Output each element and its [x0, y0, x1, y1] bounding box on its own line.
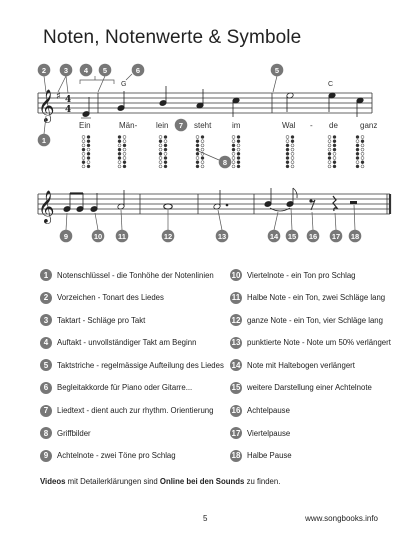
finger-hole — [232, 136, 235, 139]
finger-hole — [118, 152, 121, 155]
finger-hole — [196, 144, 199, 147]
finger-hole — [237, 152, 240, 155]
finger-hole — [196, 165, 199, 168]
finger-hole — [291, 140, 294, 143]
finger-hole — [286, 144, 289, 147]
fingering-diagram — [286, 136, 294, 168]
lyric-syllable: im — [232, 121, 241, 130]
finger-hole — [333, 165, 336, 168]
finger-hole — [159, 148, 162, 151]
finger-hole — [361, 165, 364, 168]
finger-hole — [356, 148, 359, 151]
finger-hole — [196, 152, 199, 155]
finger-hole — [237, 136, 240, 139]
svg-text:18: 18 — [350, 231, 360, 241]
finger-hole — [232, 165, 235, 168]
marker-13 — [216, 230, 229, 243]
finger-hole — [232, 140, 235, 143]
marker-5-b — [271, 64, 284, 77]
legend-number-badge: 2 — [40, 292, 52, 304]
lyric-syllable: lein — [156, 121, 169, 130]
music-notation-diagram — [0, 0, 416, 260]
legend-item — [230, 401, 400, 421]
legend-item — [40, 401, 220, 421]
marker-3 — [60, 64, 73, 77]
finger-hole — [237, 165, 240, 168]
legend-item — [40, 288, 220, 308]
svg-text:5: 5 — [274, 65, 280, 75]
finger-hole — [361, 152, 364, 155]
finger-hole — [87, 157, 90, 160]
legend-number-badge: 9 — [40, 450, 52, 462]
legend-number-badge: 11 — [231, 293, 241, 303]
finger-hole — [87, 140, 90, 143]
finger-hole — [123, 152, 126, 155]
finger-hole — [232, 148, 235, 151]
svg-text:8: 8 — [222, 157, 228, 167]
marker-6 — [132, 64, 145, 77]
legend-item — [40, 310, 220, 330]
footer-note-end: zu finden. — [244, 477, 281, 486]
finger-hole — [291, 136, 294, 139]
finger-hole — [118, 148, 121, 151]
svg-text:6: 6 — [135, 65, 141, 75]
finger-hole — [164, 144, 167, 147]
website-url: www.songbooks.info — [305, 514, 378, 523]
finger-hole — [159, 136, 162, 139]
finger-hole — [123, 140, 126, 143]
svg-text:14: 14 — [269, 231, 279, 241]
legend-column-right — [230, 265, 400, 468]
finger-hole — [164, 165, 167, 168]
legend-item — [40, 333, 220, 353]
lyric-syllable: steht — [194, 121, 212, 130]
finger-hole — [87, 152, 90, 155]
finger-hole — [361, 140, 364, 143]
finger-hole — [286, 161, 289, 164]
marker-7 — [175, 119, 188, 132]
finger-hole — [123, 165, 126, 168]
finger-hole — [237, 161, 240, 164]
finger-hole — [118, 161, 121, 164]
marker-5 — [99, 64, 112, 77]
legend-number-badge: 1 — [40, 269, 52, 281]
legend-item — [230, 355, 400, 375]
finger-hole — [232, 157, 235, 160]
legend-text: Achtelnote - zwei Töne pro Schlag — [57, 451, 176, 461]
svg-text:17: 17 — [331, 231, 341, 241]
svg-text:2: 2 — [41, 65, 47, 75]
legend-item — [40, 378, 220, 398]
finger-hole — [333, 161, 336, 164]
legend-number-badge: 18 — [231, 451, 241, 461]
finger-hole — [333, 152, 336, 155]
marker-18 — [349, 230, 362, 243]
legend-number-badge: 6 — [40, 382, 52, 394]
finger-hole — [82, 152, 85, 155]
legend-number-badge: 13 — [231, 338, 241, 348]
footer-note-videos: Videos — [40, 477, 66, 486]
legend-text: Halbe Pause — [247, 451, 292, 461]
finger-hole — [196, 140, 199, 143]
chord-label-c: C — [328, 81, 334, 88]
finger-hole — [237, 140, 240, 143]
finger-hole — [87, 161, 90, 164]
finger-hole — [196, 136, 199, 139]
time-signature-top: 4 — [65, 95, 72, 105]
lyric-syllable: - — [310, 121, 313, 130]
legend-text: Vorzeichen - Tonart des Liedes — [57, 293, 164, 303]
footer-note — [40, 477, 280, 486]
marker-12 — [162, 230, 175, 243]
footer-note-online: Online bei den Sounds — [159, 477, 245, 486]
marker-8 — [219, 156, 232, 169]
footer-note-middle: mit Detailerklärungen sind — [65, 477, 160, 486]
svg-text:9: 9 — [63, 231, 69, 241]
legend-number-badge: 16 — [231, 406, 241, 416]
finger-hole — [333, 140, 336, 143]
finger-hole — [123, 157, 126, 160]
finger-hole — [82, 157, 85, 160]
treble-clef-1: 𝄞 — [38, 89, 55, 122]
finger-hole — [333, 157, 336, 160]
staff-2-lines — [38, 194, 390, 214]
svg-text:13: 13 — [217, 231, 227, 241]
svg-text:1: 1 — [41, 135, 47, 145]
finger-hole — [333, 144, 336, 147]
marker-16 — [307, 230, 320, 243]
finger-hole — [118, 144, 121, 147]
finger-hole — [328, 136, 331, 139]
lyric-syllable: ganz — [360, 121, 378, 130]
legend-item — [40, 265, 220, 285]
finger-hole — [286, 148, 289, 151]
finger-hole — [196, 161, 199, 164]
finger-hole — [118, 140, 121, 143]
finger-hole — [87, 136, 90, 139]
legend-item — [230, 333, 400, 353]
finger-hole — [82, 140, 85, 143]
finger-hole — [286, 157, 289, 160]
legend-text: Viertelpause — [247, 428, 291, 438]
staff-2-markers — [60, 230, 362, 243]
legend-text: punktierte Note - Note um 50% verlängert — [247, 338, 391, 348]
marker-11 — [116, 230, 129, 243]
marker-14 — [268, 230, 281, 243]
legend-text: Taktart - Schläge pro Takt — [57, 315, 146, 325]
legend-column-left — [40, 265, 224, 468]
finger-hole — [356, 161, 359, 164]
lyrics-line — [79, 121, 377, 130]
legend-text: Begleitakkorde für Piano oder Gitarre... — [57, 383, 193, 393]
finger-hole — [201, 161, 204, 164]
finger-hole — [291, 144, 294, 147]
staff-1-lines — [38, 93, 372, 113]
legend-text: Taktstriche - regelmässige Aufteilung des Liedes — [57, 360, 224, 370]
lyric-syllable: Wal — [282, 121, 296, 130]
legend-item — [230, 378, 400, 398]
finger-hole — [237, 157, 240, 160]
legend-item — [230, 423, 400, 443]
key-signature-sharp: ♯ — [56, 91, 61, 102]
finger-hole — [201, 148, 204, 151]
svg-text:10: 10 — [93, 231, 103, 241]
finger-hole — [328, 152, 331, 155]
finger-hole — [159, 165, 162, 168]
finger-hole — [164, 157, 167, 160]
marker-10 — [92, 230, 105, 243]
finger-hole — [356, 136, 359, 139]
finger-hole — [196, 157, 199, 160]
marker-15 — [286, 230, 299, 243]
legend-text: Viertelnote - ein Ton pro Schlag — [247, 270, 356, 280]
finger-hole — [164, 140, 167, 143]
finger-hole — [87, 165, 90, 168]
finger-hole — [123, 148, 126, 151]
marker-1 — [38, 134, 51, 147]
legend-item — [230, 446, 400, 466]
legend-number-badge: 7 — [40, 405, 52, 417]
legend-item — [40, 355, 224, 375]
finger-hole — [328, 161, 331, 164]
finger-hole — [159, 140, 162, 143]
svg-text:4: 4 — [83, 65, 89, 75]
legend-number-badge: 8 — [40, 427, 52, 439]
svg-text:3: 3 — [63, 65, 69, 75]
finger-hole — [118, 165, 121, 168]
finger-hole — [333, 136, 336, 139]
lyric-syllable: Ein — [79, 121, 91, 130]
legend-number-badge: 3 — [40, 314, 52, 326]
finger-hole — [356, 165, 359, 168]
chord-label-g: G — [121, 81, 127, 88]
finger-hole — [164, 148, 167, 151]
finger-hole — [87, 148, 90, 151]
lyric-syllable: Män- — [119, 121, 138, 130]
page-number: 5 — [203, 514, 208, 523]
finger-hole — [328, 140, 331, 143]
finger-hole — [123, 144, 126, 147]
finger-hole — [87, 144, 90, 147]
fingering-diagram — [232, 136, 240, 168]
finger-hole — [232, 152, 235, 155]
finger-hole — [82, 148, 85, 151]
legend-item — [230, 288, 400, 308]
finger-hole — [82, 136, 85, 139]
finger-hole — [328, 148, 331, 151]
finger-hole — [328, 165, 331, 168]
marker-4 — [80, 64, 93, 77]
page-title: Noten, Notenwerte & Symbole — [43, 27, 302, 48]
finger-hole — [123, 136, 126, 139]
legend-text: Notenschlüssel - die Tonhöhe der Notenlinien — [57, 270, 214, 280]
fingering-diagram — [356, 136, 364, 168]
svg-text:15: 15 — [287, 231, 297, 241]
finger-hole — [356, 140, 359, 143]
legend-number-badge: 5 — [40, 359, 52, 371]
legend-text: Liedtext - dient auch zur rhythm. Orientierung — [57, 406, 214, 416]
treble-clef-2: 𝄞 — [38, 190, 55, 223]
legend-text: Note mit Haltebogen verlängert — [247, 360, 355, 370]
finger-hole — [291, 165, 294, 168]
legend-text: ganze Note - ein Ton, vier Schläge lang — [247, 315, 383, 325]
legend-text: Halbe Note - ein Ton, zwei Schläge lang — [247, 293, 386, 303]
finger-hole — [201, 157, 204, 160]
finger-hole — [159, 144, 162, 147]
finger-hole — [159, 152, 162, 155]
finger-hole — [232, 144, 235, 147]
finger-hole — [361, 136, 364, 139]
legend-number-badge: 4 — [40, 337, 52, 349]
finger-hole — [164, 136, 167, 139]
svg-text:7: 7 — [178, 120, 184, 130]
fingering-diagram — [328, 136, 336, 168]
finger-hole — [328, 157, 331, 160]
finger-hole — [361, 148, 364, 151]
finger-hole — [201, 140, 204, 143]
finger-hole — [286, 165, 289, 168]
legend-text: Griffbilder — [57, 428, 91, 438]
finger-hole — [291, 161, 294, 164]
finger-hole — [237, 144, 240, 147]
marker-17 — [330, 230, 343, 243]
marker-2 — [38, 64, 51, 77]
legend-text: Auftakt - unvollständiger Takt am Beginn — [57, 338, 197, 348]
svg-text:12: 12 — [163, 231, 173, 241]
finger-hole — [286, 136, 289, 139]
finger-hole — [82, 144, 85, 147]
finger-hole — [201, 136, 204, 139]
finger-hole — [291, 157, 294, 160]
finger-hole — [159, 161, 162, 164]
svg-text:5: 5 — [102, 65, 108, 75]
legend-item — [230, 310, 400, 330]
finger-hole — [201, 165, 204, 168]
time-signature-bottom: 4 — [65, 105, 72, 115]
legend-item — [230, 265, 400, 285]
finger-hole — [286, 140, 289, 143]
finger-hole — [291, 148, 294, 151]
legend-number-badge: 17 — [231, 428, 241, 438]
finger-hole — [328, 144, 331, 147]
legend-number-badge: 12 — [231, 315, 241, 325]
legend-number-badge: 14 — [231, 360, 241, 370]
svg-text:16: 16 — [308, 231, 318, 241]
finger-hole — [361, 157, 364, 160]
finger-hole — [291, 152, 294, 155]
finger-hole — [118, 157, 121, 160]
legend-number-badge: 15 — [231, 383, 241, 393]
legend-item — [40, 423, 220, 443]
lyric-syllable: de — [329, 121, 338, 130]
finger-hole — [333, 148, 336, 151]
marker-9 — [60, 230, 73, 243]
finger-hole — [361, 161, 364, 164]
finger-hole — [118, 136, 121, 139]
fingering-diagram — [159, 136, 167, 168]
fingering-diagram — [82, 136, 90, 168]
finger-hole — [361, 144, 364, 147]
svg-text:11: 11 — [118, 231, 126, 241]
legend-number-badge: 10 — [231, 270, 241, 280]
finger-hole — [356, 144, 359, 147]
finger-hole — [201, 144, 204, 147]
legend-text: Achtelpause — [247, 406, 290, 416]
legend-text: weitere Darstellung einer Achtelnote — [247, 383, 372, 393]
finger-hole — [286, 152, 289, 155]
finger-hole — [356, 157, 359, 160]
legend-item — [40, 446, 220, 466]
finger-hole — [356, 152, 359, 155]
finger-hole — [237, 148, 240, 151]
finger-hole — [82, 161, 85, 164]
finger-hole — [123, 161, 126, 164]
finger-hole — [232, 161, 235, 164]
finger-hole — [164, 161, 167, 164]
finger-hole — [164, 152, 167, 155]
fingering-diagram — [118, 136, 126, 168]
finger-hole — [159, 157, 162, 160]
finger-hole — [82, 165, 85, 168]
